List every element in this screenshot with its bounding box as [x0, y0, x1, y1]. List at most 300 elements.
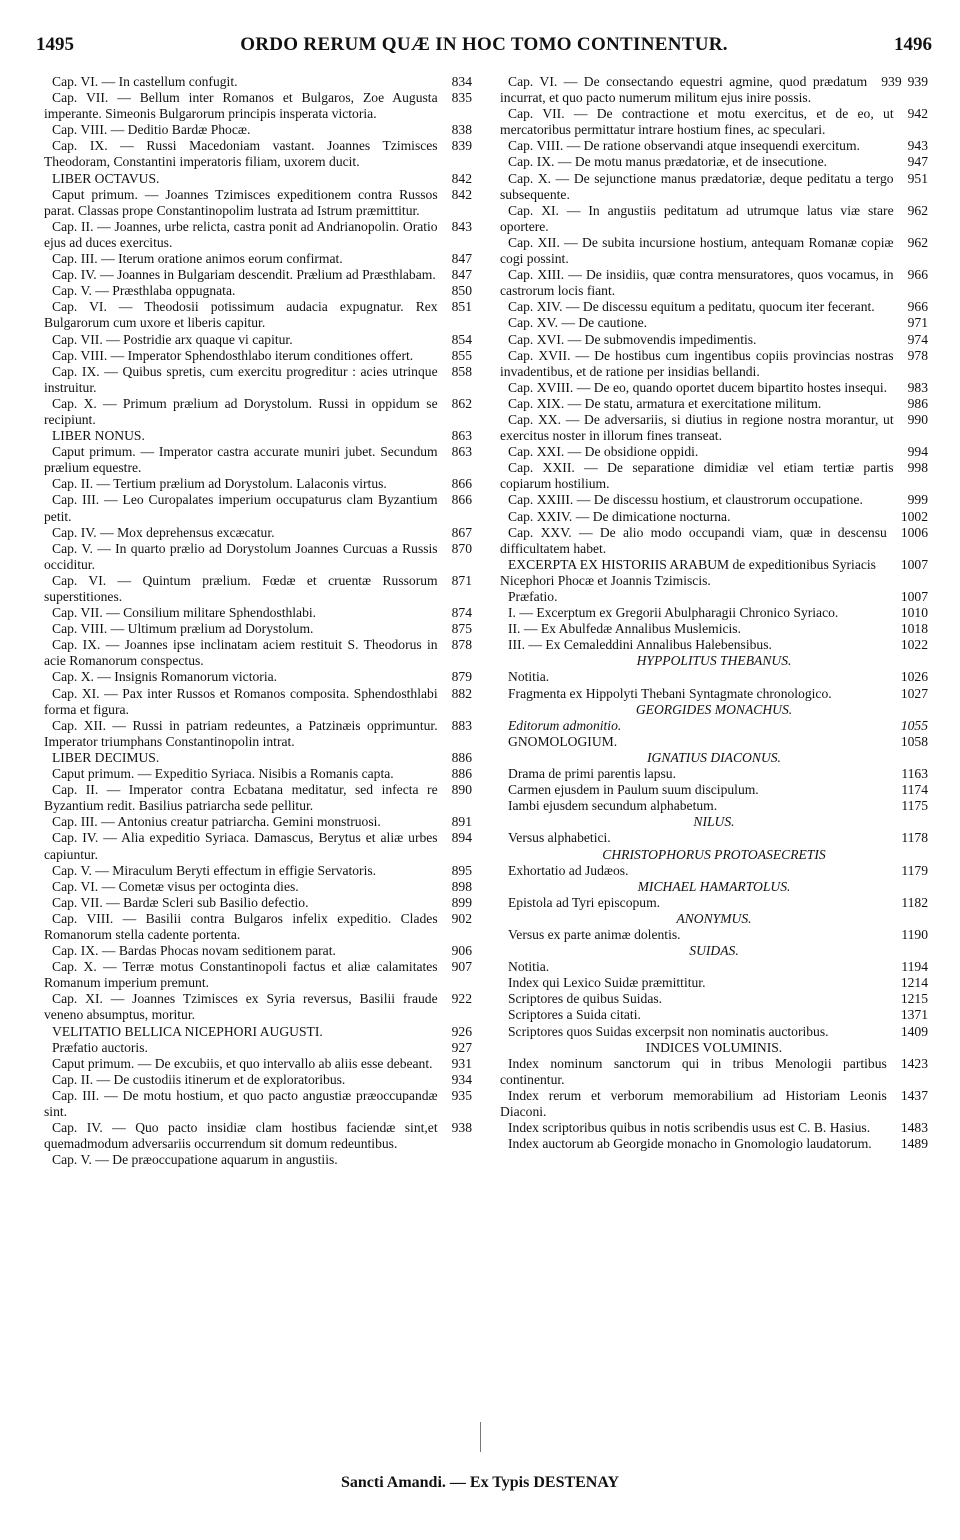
entry-text: Cap. V. — In quarto prælio ad Dorystolum Joannes Curcuas a Russis occiditur. [44, 540, 438, 572]
toc-entry [500, 959, 928, 975]
entry-text: Notitia. [508, 669, 550, 685]
entry-text: Cap. V. — Præsthlaba oppugnata. [52, 283, 236, 299]
entry-text: Cap. X. — De sejunctione manus prædatoriæ, deque peditatu a tergo subsequente. [500, 170, 894, 202]
page-reference: 1215 [900, 991, 928, 1007]
toc-entry [44, 1152, 472, 1168]
page-reference: 939 [881, 74, 902, 89]
entry-text: Index rerum et verborum memorabilium ad Historiam Leonis Diaconi. [500, 1087, 887, 1119]
entry-text: Cap. XXIV. — De dimicatione nocturna. [508, 508, 731, 524]
entry-text: Notitia. [508, 959, 550, 975]
entry-text: Cap. V. — Miraculum Beryti effectum in effigie Servatoris. [52, 862, 377, 878]
toc-entry [500, 557, 928, 589]
entry-text: Cap. IV. — Mox deprehensus excæcatur. [52, 524, 275, 540]
toc-entry [500, 621, 928, 637]
toc-entry [500, 315, 928, 331]
toc-entry [500, 106, 928, 138]
entry-text: Scriptores de quibus Suidas. [508, 991, 663, 1007]
toc-entry [44, 251, 472, 267]
page-reference: 886 [451, 766, 472, 782]
toc-entry [44, 90, 472, 122]
toc-entry [500, 830, 928, 846]
toc-entry [44, 895, 472, 911]
toc-entry [44, 1040, 472, 1056]
toc-entry [500, 605, 928, 621]
toc-entry [500, 332, 928, 348]
page-reference: 1026 [900, 669, 928, 685]
toc-entry [500, 589, 928, 605]
entry-text: Drama de primi parentis lapsu. [508, 766, 676, 782]
toc-entry [500, 1136, 928, 1152]
page-reference: 927 [451, 1039, 472, 1055]
entry-text: Cap. II. — Joannes, urbe relicta, castra ponit ad Andrianopolin. Oratio ejus ad duces exercitus. [44, 218, 438, 250]
page-reference: 850 [451, 283, 472, 299]
page-reference: 1190 [901, 926, 928, 942]
toc-entry [44, 605, 472, 621]
toc-entry [500, 1040, 928, 1056]
toc-entry [500, 718, 928, 734]
toc-entry [44, 863, 472, 879]
entry-text: Cap. XVII. — De hostibus cum ingentibus copiis provincias nostras invadentibus, et de ratione per insidias bellandi. [500, 347, 894, 379]
entry-text: Epistola ad Tyri episcopum. [508, 894, 661, 910]
entry-text: CHRISTOPHORUS PROTOASECRETIS [602, 846, 826, 862]
page-header [36, 34, 932, 60]
page-reference: 1007 [900, 556, 928, 572]
page-reference: 883 [451, 717, 472, 733]
toc-entry [44, 283, 472, 299]
page-reference: 1409 [900, 1023, 928, 1039]
toc-entry [44, 814, 472, 830]
page-reference: 879 [451, 669, 472, 685]
entry-text: Cap. IX. — Quibus spretis, cum exercitu progreditur : acies utrinque instruitur. [44, 363, 438, 395]
toc-entry [44, 122, 472, 138]
page-reference: 1006 [900, 524, 928, 540]
toc-entry [44, 1024, 472, 1040]
entry-text: IGNATIUS DIACONUS. [647, 749, 781, 765]
toc-entry [44, 879, 472, 895]
entry-text: Cap. VII. — Bellum inter Romanos et Bulgaros, Zoe Augusta imperante. Simeonis Bulgarorum principis insperata victoria. [44, 90, 438, 122]
entry-text: HYPPOLITUS THEBANUS. [636, 653, 792, 669]
page-reference: 1182 [901, 894, 928, 910]
entry-text: Cap. VIII. — Imperator Sphendosthlabo iterum conditiones offert. [52, 347, 414, 363]
printer-footer: Sancti Amandi. — Ex Typis DESTENAY [340, 1474, 619, 1491]
entry-text: VELITATIO BELLICA NICEPHORI AUGUSTI. [52, 1023, 323, 1039]
page-reference: 882 [451, 685, 472, 701]
entry-text: Cap. IV. — Quo pacto insidiæ clam hostibus faciendæ sint,et quemadmodum adversariis occurrendum sit domum redeuntibus. [44, 1120, 438, 1152]
entry-text: Scriptores a Suida citati. [508, 1007, 641, 1023]
page-reference: 1007 [900, 589, 928, 604]
page-reference: 1489 [900, 1136, 928, 1152]
page-reference: 1178 [901, 830, 928, 846]
page-reference: 854 [451, 331, 472, 347]
entry-text: Cap. VII. — De contractione et motu exercitus, et de eo, ut mercatoribus permittatur intrare hostium fines, ac speculari. [500, 106, 894, 138]
entry-text: Cap. XX. — De adversariis, si diutius in regione nostra morantur, ut exercitus noster in illorum fines transeat. [500, 411, 894, 444]
toc-entry [500, 235, 928, 267]
toc-entry [44, 299, 472, 331]
entry-text: Caput primum. — De excubiis, et quo intervallo ab aliis esse debeant. [52, 1055, 433, 1071]
page-reference: 874 [451, 605, 472, 621]
page-reference: 990 [907, 411, 928, 427]
entry-text: Exhortatio ad Judæos. [508, 862, 629, 878]
page-reference: 866 [451, 492, 472, 508]
page-reference: 870 [451, 540, 472, 556]
page-reference: 966 [907, 267, 928, 283]
toc-entry [500, 203, 928, 235]
toc-entry [500, 766, 928, 782]
entry-text: Cap. XI. — Joannes Tzimisces ex Syria reversus, Basilii fraude veneno absumptus, moritur. [44, 991, 438, 1023]
page-reference: 906 [451, 943, 472, 959]
entry-text: Cap. VIII. — Deditio Bardæ Phocæ. [52, 122, 251, 138]
entry-text: Index scriptoribus quibus in notis scribendis usus est C. B. Hasius. [508, 1120, 871, 1136]
entry-text: INDICES VOLUMINIS. [645, 1039, 783, 1055]
page-reference: 899 [451, 894, 472, 910]
page-reference: 855 [451, 347, 472, 363]
toc-entry [44, 1056, 472, 1072]
toc-entry [500, 299, 928, 315]
entry-text: Cap. IV. — Alia expeditio Syriaca. Damascus, Berytus et aliæ urbes capiuntur. [44, 830, 438, 862]
toc-entry [500, 702, 928, 718]
toc-entry [44, 187, 472, 219]
page-reference: 942 [907, 106, 928, 122]
page-number-left: 1495 [36, 34, 74, 55]
toc-entry [44, 541, 472, 573]
toc-entry [500, 686, 928, 702]
toc-entry [500, 1056, 928, 1088]
page-reference: 986 [907, 395, 928, 411]
toc-entry [44, 750, 472, 766]
page-reference: 866 [451, 476, 472, 492]
entry-text: Index qui Lexico Suidæ præmittitur. [508, 975, 706, 991]
toc-entry [44, 396, 472, 428]
page-reference: 891 [451, 814, 472, 830]
entry-text: Cap. VIII. — Ultimum prælium ad Dorystolum. [52, 621, 314, 637]
toc-entry [500, 669, 928, 685]
page-reference: 1058 [900, 733, 928, 749]
entry-text: Cap. XV. — De cautione. [508, 315, 648, 331]
entry-text: Cap. VII. — Bardæ Scleri sub Basilio defectio. [52, 894, 309, 910]
toc-entry [44, 686, 472, 718]
toc-entry [44, 621, 472, 637]
entry-text: Cap. XIII. — De insidiis, quæ contra mensuratores, quos vocamus, in castrorum locis fiant. [500, 267, 894, 299]
page-reference: 842 [451, 170, 472, 186]
entry-text: Cap. III. — De motu hostium, et quo pacto angustiæ præoccupandæ sint. [44, 1087, 438, 1119]
entry-text: Cap. VI. — Theodosii potissimum audacia expugnatur. Rex Bulgarorum cum uxore et liberis capitur. [44, 299, 438, 331]
toc-entry [500, 637, 928, 653]
page-reference: 863 [451, 444, 472, 460]
entry-text: Scriptores quos Suidas excerpsit non nominatis auctoribus. [508, 1023, 829, 1039]
page-reference: 862 [451, 395, 472, 411]
toc-entry [44, 492, 472, 524]
page-title: ORDO RERUM QUÆ IN HOC TOMO CONTINENTUR. [240, 34, 728, 55]
page-number-right: 1496 [894, 34, 932, 55]
toc-entry [44, 830, 472, 862]
page-reference: 974 [907, 331, 928, 347]
toc-entry [44, 669, 472, 685]
entry-text: III. — Ex Cemaleddini Annalibus Halebensibus. [508, 637, 772, 653]
page-reference: 935 [451, 1087, 472, 1103]
toc-entry [44, 332, 472, 348]
entry-text: Cap. IV. — Joannes in Bulgariam descendit. Prælium ad Præsthlabam. [52, 267, 436, 283]
page-reference: 1194 [901, 959, 928, 975]
page-reference: 1010 [900, 605, 928, 621]
entry-text: Cap. VII. — Consilium militare Sphendosthlabi. [52, 605, 317, 621]
page-reference: 851 [451, 299, 472, 315]
entry-text: Cap. IX. — Joannes ipse inclinatam aciem restituit S. Theodorus in acie Romanorum conspectus. [44, 637, 438, 669]
page-reference: 994 [907, 444, 928, 460]
toc-entry [500, 798, 928, 814]
page-reference: 966 [907, 299, 928, 315]
page-reference: 847 [451, 251, 472, 267]
entry-text: Cap. VIII. — Basilii contra Bulgaros infelix expeditio. Clades Romanorum stella cadente portenta. [44, 910, 438, 942]
toc-entry [500, 911, 928, 927]
page-reference: 847 [451, 267, 472, 283]
toc-entry [44, 219, 472, 251]
toc-entry [500, 267, 928, 299]
page-reference: 878 [451, 637, 472, 653]
page-reference: 978 [907, 347, 928, 363]
page-reference: 1175 [901, 798, 928, 814]
toc-entry [500, 734, 928, 750]
toc-entry [500, 138, 928, 154]
entry-text: LIBER NONUS. [52, 428, 145, 444]
page-reference: 1179 [901, 862, 928, 878]
toc-entry [500, 525, 928, 557]
page-reference: 1022 [900, 637, 928, 653]
page-reference: 947 [907, 154, 928, 170]
page-reference: 939 [907, 74, 928, 89]
entry-text: Cap. XII. — De subita incursione hostium, antequam Romanæ copiæ cogi possint. [500, 234, 894, 267]
toc-entry [44, 74, 472, 90]
page-reference: 1163 [901, 766, 928, 782]
page-reference: 898 [451, 878, 472, 894]
entry-text: Præfatio auctoris. [52, 1039, 148, 1055]
page-reference: 943 [907, 138, 928, 154]
page-reference: 843 [451, 218, 472, 234]
toc-entry [500, 1024, 928, 1040]
entry-text: Versus ex parte animæ dolentis. [508, 926, 681, 942]
toc-entry [500, 895, 928, 911]
entry-text: Cap. X. — Insignis Romanorum victoria. [52, 669, 278, 685]
toc-entry [44, 959, 472, 991]
toc-entry [500, 847, 928, 863]
entry-text: Cap. IX. — Bardas Phocas novam seditionem parat. [52, 943, 336, 959]
toc-entry [44, 525, 472, 541]
toc-entry [44, 267, 472, 283]
toc-entry [44, 476, 472, 492]
entry-text: I. — Excerptum ex Gregorii Abulpharagii Chronico Syriaco. [508, 605, 839, 621]
entry-text: Cap. XIX. — De statu, armatura et exercitatione militum. [508, 395, 822, 411]
page-reference: 838 [451, 122, 472, 138]
page-reference: 839 [451, 138, 472, 154]
page-reference: 938 [451, 1120, 472, 1136]
toc-entry [500, 154, 928, 170]
entry-text: Cap. XVI. — De submovendis impedimentis. [508, 331, 757, 347]
toc-entry [44, 637, 472, 669]
entry-text: Cap. XVIII. — De eo, quando oportet ducem bipartito hostes insequi. [508, 379, 888, 395]
toc-entry [500, 380, 928, 396]
entry-text: Cap. VI. — Cometæ visus per octoginta dies. [52, 878, 299, 894]
page-reference: 871 [451, 572, 472, 588]
toc-entry [44, 911, 472, 943]
toc-entry [500, 927, 928, 943]
toc-entry [500, 975, 928, 991]
toc-entry [44, 782, 472, 814]
entry-text: SUIDAS. [689, 943, 739, 959]
page-reference: 1423 [900, 1055, 928, 1071]
entry-text: Cap. XXV. — De alio modo occupandi viam, quæ in descensu difficultatem habet. [500, 524, 887, 556]
page-reference: 867 [451, 524, 472, 540]
entry-text: Cap. XI. — Pax inter Russos et Romanos composita. Sphendosthlabi forma et figura. [44, 685, 438, 717]
toc-entry [500, 171, 928, 203]
entry-text: Cap. XIV. — De discessu equitum a peditatu, quocum iter fecerant. [508, 299, 875, 315]
entry-text: Index auctorum ab Georgide monacho in Gnomologio laudatorum. [508, 1136, 872, 1152]
entry-text: Cap. XXIII. — De discessu hostium, et claustrorum occupatione. [508, 492, 863, 508]
page-reference: 835 [451, 90, 472, 106]
toc-entry [44, 444, 472, 476]
page-reference: 1483 [900, 1120, 928, 1136]
page-reference: 858 [451, 363, 472, 379]
page-reference: 1174 [901, 782, 928, 798]
toc-entry [44, 943, 472, 959]
toc-entry [500, 653, 928, 669]
entry-text: Cap. VIII. — De ratione observandi atque insequendi exercitum. [508, 138, 860, 154]
toc-entry [500, 444, 928, 460]
page-reference: 1437 [900, 1087, 928, 1103]
toc-entry [500, 879, 928, 895]
entry-text: GNOMOLOGIUM. [508, 733, 618, 749]
toc-entry [44, 171, 472, 187]
entry-text: GEORGIDES MONACHUS. [635, 701, 793, 717]
entry-text: Cap. III. — Antonius creatur patriarcha. Gemini monstruosi. [52, 814, 381, 830]
toc-entry [500, 991, 928, 1007]
page-reference: 890 [451, 782, 472, 798]
right-column [500, 74, 928, 1152]
page-reference: 1371 [900, 1007, 928, 1023]
page-reference: 907 [451, 959, 472, 975]
page-reference: 998 [907, 460, 928, 476]
toc-entry [500, 492, 928, 508]
toc-entry [500, 1120, 928, 1136]
entry-text: Cap. VI. — Quintum prælium. Fœdæ et cruentæ Russorum superstitiones. [44, 572, 438, 604]
page-reference: 999 [907, 492, 928, 508]
entry-text: LIBER DECIMUS. [52, 749, 160, 765]
toc-entry [500, 412, 928, 444]
toc-entry [500, 863, 928, 879]
entry-text: Cap. II. — Imperator contra Ecbatana meditatur, sed infecta re Byzantium redit. Basilius patriarcha sede pellitur. [44, 782, 438, 814]
toc-entry [500, 348, 928, 380]
toc-entry [500, 782, 928, 798]
toc-entry [500, 1088, 928, 1120]
entry-text: Cap. V. — De præoccupatione aquarum in angustiis. [52, 1152, 338, 1168]
column-divider [480, 1422, 481, 1452]
entry-text: Cap. XII. — Russi in patriam redeuntes, a Patzinæis opprimuntur. Imperator triumphans Constantinopolin intrat. [44, 717, 438, 749]
toc-entry [44, 364, 472, 396]
entry-text: Index nominum sanctorum qui in tribus Menologii partibus continentur. [500, 1055, 887, 1087]
toc-entry [44, 1120, 472, 1152]
toc-entry [500, 1007, 928, 1023]
entry-text: Cap. X. — Primum prælium ad Dorystolum. Russi in oppidum se recipiunt. [44, 395, 438, 427]
toc-entry [500, 74, 928, 106]
entry-text: Iambi ejusdem secundum alphabetum. [508, 798, 718, 814]
toc-entry [44, 573, 472, 605]
entry-text: Caput primum. — Joannes Tzimisces expeditionem contra Russos parat. Classas prope Constantinopolim lustrata ad Istrum præmittitur. [44, 186, 438, 218]
page-reference: 834 [451, 74, 472, 89]
page-reference: 983 [907, 379, 928, 395]
page-reference: 902 [451, 910, 472, 926]
entry-text: Fragmenta ex Hippolyti Thebani Syntagmate chronologico. [508, 685, 832, 701]
page-reference: 926 [451, 1023, 472, 1039]
toc-entry [44, 1088, 472, 1120]
toc-entry [44, 138, 472, 170]
entry-text: Carmen ejusdem in Paulum suum discipulum. [508, 782, 759, 798]
entry-text: Cap. VI. — In castellum confugit. [52, 74, 238, 89]
page-reference: 1214 [900, 975, 928, 991]
toc-entry [500, 750, 928, 766]
page-reference: 895 [451, 862, 472, 878]
page-reference: 962 [907, 234, 928, 250]
left-column [44, 74, 472, 1168]
entry-text: Cap. II. — De custodiis itinerum et de exploratoribus. [52, 1071, 346, 1087]
entry-text: ANONYMUS. [676, 910, 752, 926]
toc-entry [44, 766, 472, 782]
entry-text: Cap. IX. — De motu manus prædatoriæ, et de insecutione. [508, 154, 828, 170]
page-reference: 1002 [900, 508, 928, 524]
page-reference: 962 [907, 202, 928, 218]
toc-entry [44, 1072, 472, 1088]
entry-text: Cap. XXI. — De obsidione oppidi. [508, 444, 699, 460]
entry-text: Cap. II. — Tertium prælium ad Dorystolum. Lalaconis virtus. [52, 476, 387, 492]
entry-text: Cap. III. — Iterum oratione animos eorum confirmat. [52, 251, 343, 267]
entry-text: LIBER OCTAVUS. [52, 170, 160, 186]
entry-text: Cap. IX. — Russi Macedoniam vastant. Joannes Tzimisces Theodoram, Constantini imperatoris filiam, uxorem ducit. [44, 138, 438, 170]
toc-entry [500, 814, 928, 830]
entry-text: Præfatio. [508, 589, 558, 604]
toc-entry [44, 991, 472, 1023]
toc-entry [44, 428, 472, 444]
toc-entry [500, 943, 928, 959]
toc-entry [44, 718, 472, 750]
toc-entry [500, 460, 928, 492]
page-reference: 886 [451, 749, 472, 765]
page-reference: 971 [907, 315, 928, 331]
entry-text: Cap. X. — Terræ motus Constantinopoli factus et aliæ calamitates Romanum imperium premunt. [44, 959, 438, 991]
page-reference: 922 [451, 991, 472, 1007]
page-reference: 934 [451, 1071, 472, 1087]
entry-text: Cap. VI. — De consectando equestri agmine, quod prædatum incurrat, et quo pacto numerum militum ejus inire possis. [500, 74, 868, 106]
page-reference: 863 [451, 428, 472, 444]
entry-text: NILUS. [693, 814, 735, 830]
entry-text: Editorum admonitio. [508, 717, 622, 733]
page-reference: 1018 [900, 621, 928, 637]
entry-text: II. — Ex Abulfedæ Annalibus Muslemicis. [508, 621, 741, 637]
entry-text: MICHAEL HAMARTOLUS. [637, 878, 791, 894]
page-reference: 894 [451, 830, 472, 846]
page-reference: 842 [451, 186, 472, 202]
toc-entry [44, 348, 472, 364]
entry-text: Cap. XI. — In angustiis peditatum ad utrumque latus viæ stare oportere. [500, 202, 894, 234]
page-reference: 951 [907, 170, 928, 186]
entry-text: Caput primum. — Expeditio Syriaca. Nisibis a Romanis capta. [52, 766, 394, 782]
entry-text: Versus alphabetici. [508, 830, 611, 846]
page-reference: 875 [451, 621, 472, 637]
toc-entry [500, 509, 928, 525]
page-reference: 1027 [900, 685, 928, 701]
entry-text: EXCERPTA EX HISTORIIS ARABUM de expeditionibus Syriacis Nicephori Phocæ et Joannis Tzimiscis. [500, 556, 876, 588]
page-reference: 931 [451, 1055, 472, 1071]
entry-text: Cap. XXII. — De separatione dimidiæ vel etiam tertiæ partis copiarum hostilium. [500, 460, 894, 492]
toc-entry [500, 396, 928, 412]
entry-text: Cap. III. — Leo Curopalates imperium occupaturus clam Byzantium petit. [44, 492, 438, 524]
page-reference: 1055 [900, 717, 928, 733]
